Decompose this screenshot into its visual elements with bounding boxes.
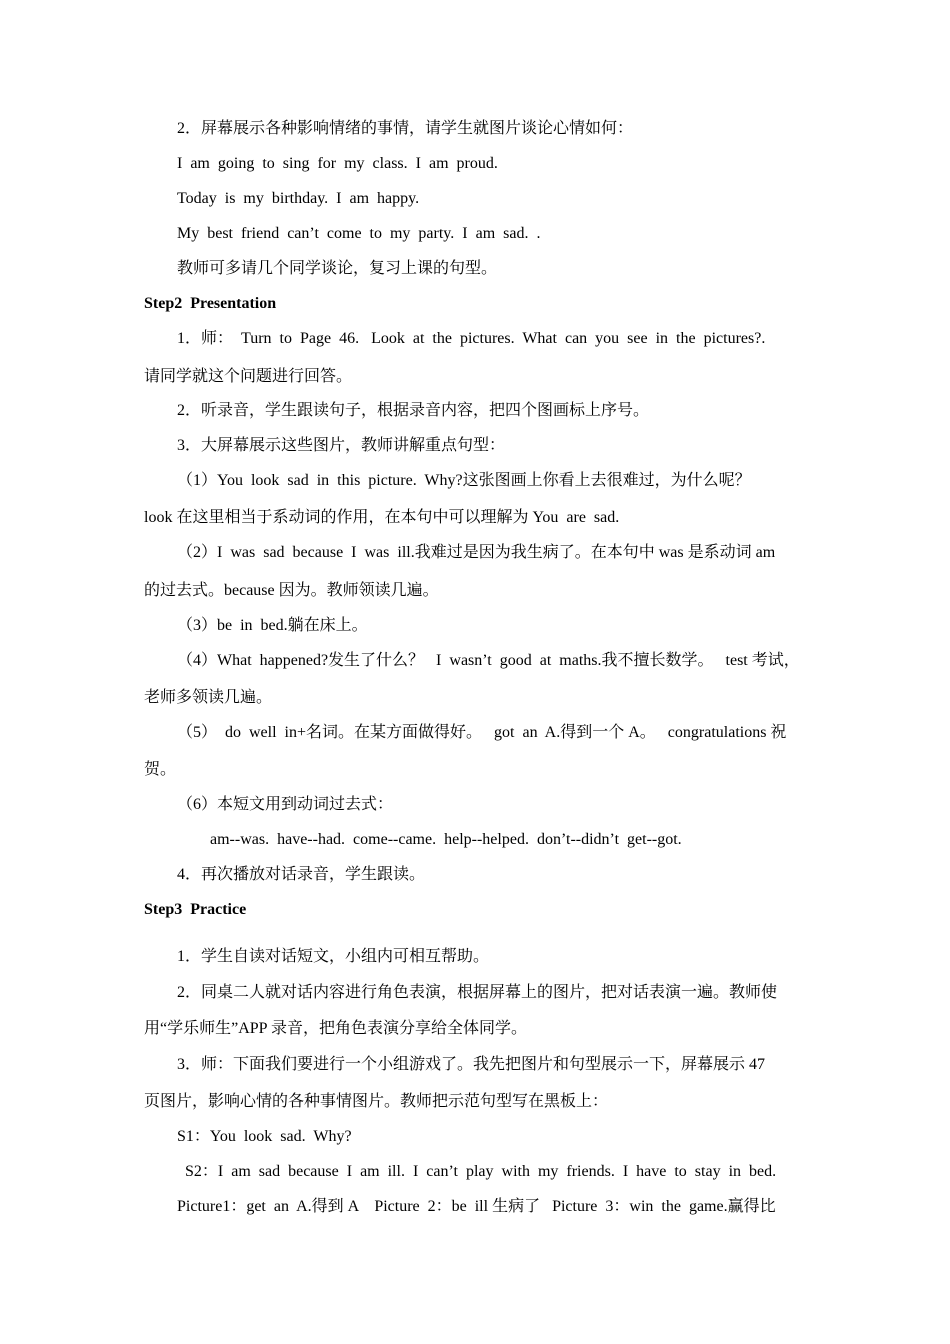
example-sentence-proud: I am going to sing for my class. I am proud.	[177, 155, 498, 172]
point-1: （1）You look sad in this picture. Why?这张图画上你看上去很难过，为什么呢？	[177, 472, 751, 489]
teacher-note: 教师可多请几个同学谈论，复习上课的句型。	[177, 260, 498, 277]
step3-item-2-cont: 用“学乐师生”APP 录音，把角色表演分享给全体同学。	[144, 1020, 527, 1037]
step3-item-1: 1．学生自读对话短文，小组内可相互帮助。	[177, 948, 490, 965]
point-3: （3）be in bed.躺在床上。	[177, 617, 368, 634]
step3-heading: Step3 Practice	[144, 901, 247, 918]
step2-item-4: 4．再次播放对话录音，学生跟读。	[177, 866, 426, 883]
past-tense-list: am--was. have--had. come--came. help--helped. don’t--didn’t get--got.	[210, 831, 682, 848]
point-2: （2）I was sad because I was ill.我难过是因为我生病了。在本句中 was 是系动词 am	[177, 544, 776, 561]
example-sentence-happy: Today is my birthday. I am happy.	[177, 190, 420, 207]
step3-item-3-cont: 页图片，影响心情的各种事情图片。教师把示范句型写在黑板上：	[144, 1093, 609, 1110]
step3-item-3: 3．师：下面我们要进行一个小组游戏了。我先把图片和句型展示一下，屏幕展示 47	[177, 1056, 766, 1073]
step2-item-2: 2．听录音，学生跟读句子，根据录音内容，把四个图画标上序号。	[177, 402, 650, 419]
point-4: （4）What happened?发生了什么？ I wasn’t good at maths.我不擅长数学。 test 考试，	[177, 652, 800, 669]
dialogue-s2: S2：I am sad because I am ill. I can’t play with my friends. I have to stay in bed.	[185, 1163, 777, 1180]
example-sentence-sad: My best friend can’t come to my party. I am sad. .	[177, 225, 541, 242]
step2-item-1: 1．师： Turn to Page 46. Look at the pictures. What can you see in the pictures?.	[177, 330, 766, 347]
point-5-cont: 贺。	[144, 761, 177, 778]
picture-list: Picture1：get an A.得到 A Picture 2：be ill 生病了 Picture 3：win the game.赢得比	[177, 1198, 776, 1215]
point-4-cont: 老师多领读几遍。	[144, 689, 273, 706]
step3-item-2: 2．同桌二人就对话内容进行角色表演，根据屏幕上的图片，把对话表演一遍。教师使	[177, 984, 778, 1001]
step2-item-1-cont: 请同学就这个问题进行回答。	[144, 368, 353, 385]
step1-item-2: 2．屏幕展示各种影响情绪的事情，请学生就图片谈论心情如何：	[177, 120, 634, 137]
step2-heading: Step2 Presentation	[144, 295, 277, 312]
point-1-cont: look 在这里相当于系动词的作用，在本句中可以理解为 You are sad.	[144, 509, 620, 526]
dialogue-s1: S1：You look sad. Why?	[177, 1128, 352, 1145]
point-5: （5） do well in+名词。在某方面做得好。 got an A.得到一个 A。 congratulations 祝	[177, 724, 787, 741]
point-6: （6）本短文用到动词过去式：	[177, 796, 394, 813]
point-2-cont: 的过去式。because 因为。教师领读几遍。	[144, 582, 439, 599]
step2-item-3: 3．大屏幕展示这些图片，教师讲解重点句型：	[177, 437, 506, 454]
